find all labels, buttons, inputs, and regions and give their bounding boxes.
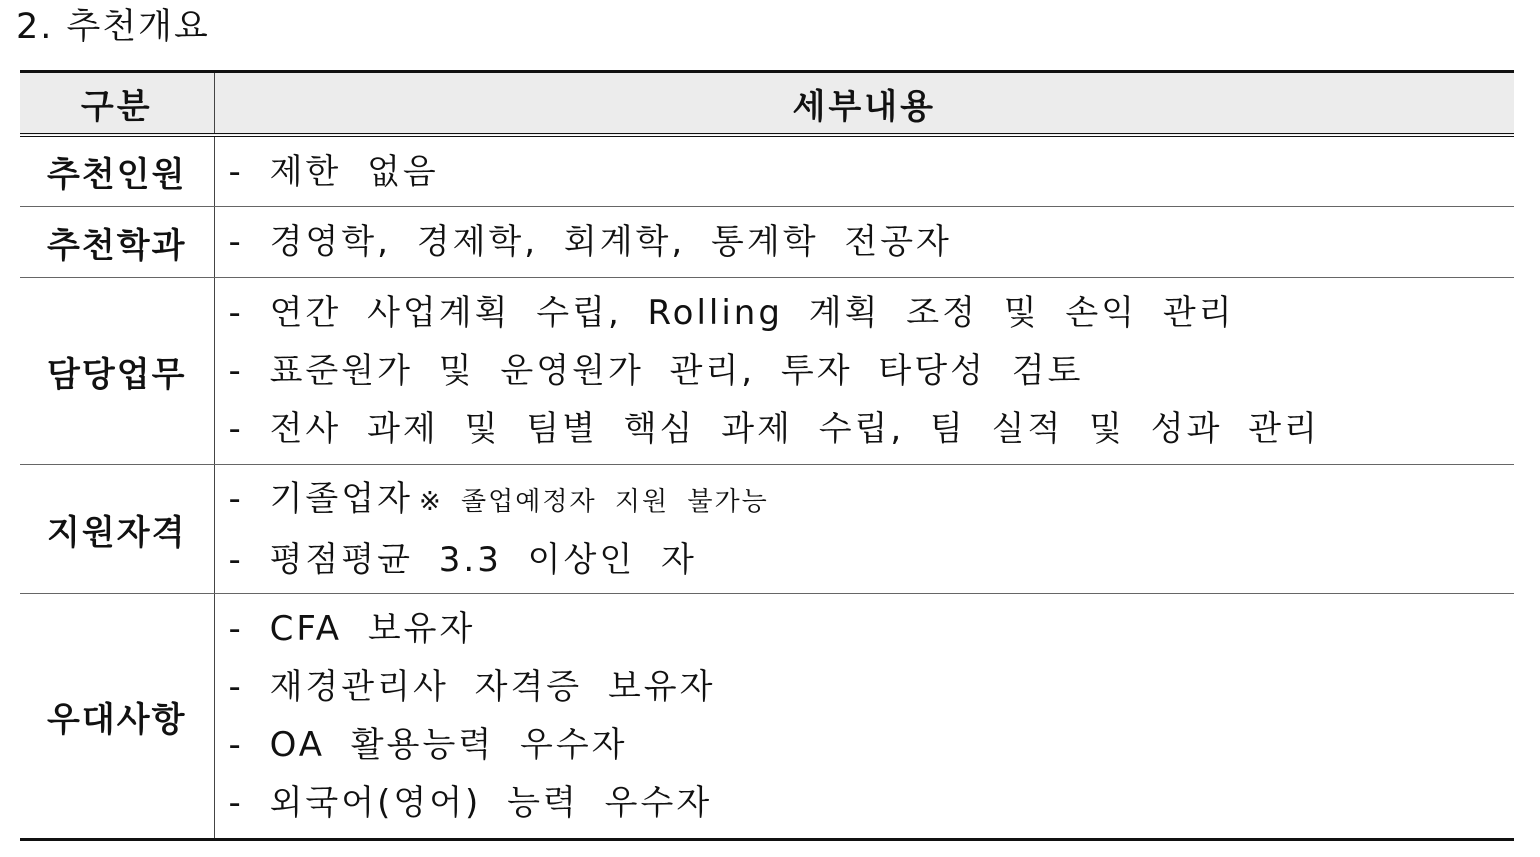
header-row [20,72,1514,136]
row-category: 추천학과 [20,207,214,278]
section-title: 2. 추천개요 [16,7,210,47]
recommendation-table [20,70,1514,841]
detail-line: - 연간 사업계획 수립, Rolling 계획 조정 및 손익 관리 [228,293,1235,333]
table-header [20,72,1514,136]
table-row-qualifications [20,465,1514,594]
detail-line: - OA 활용능력 우수자 [228,725,628,765]
detail-line: - 전사 과제 및 팀별 핵심 과제 수립, 팀 실적 및 성과 관리 [228,409,1320,449]
detail-note: ※ 졸업예정자 지원 불가능 [418,486,769,517]
detail-line: - CFA 보유자 [228,609,476,649]
row-category: 담당업무 [20,278,214,465]
detail-line: - 재경관리사 자격증 보유자 [228,667,716,707]
row-category: 추천인원 [20,135,214,207]
detail-line: - 표준원가 및 운영원가 관리, 투자 타당성 검토 [228,351,1084,391]
row-details [214,594,1514,840]
row-details [214,207,1514,278]
table-row-recommend-count [20,135,1514,207]
table-row-preferences [20,594,1514,840]
row-category: 우대사항 [20,594,214,840]
table-body [20,135,1514,840]
row-details [214,135,1514,207]
detail-line: - 경영학, 경제학, 회계학, 통계학 전공자 [228,222,952,262]
header-details: 세부내용 [214,72,1514,136]
table-row-recommend-majors [20,207,1514,278]
table-row-duties [20,278,1514,465]
detail-line [229,470,1515,531]
detail-line: - 제한 없음 [228,151,439,192]
row-details [214,278,1514,465]
row-details [214,465,1514,594]
detail-line: - 평점평균 3.3 이상인 자 [228,539,697,580]
row-category: 지원자격 [20,465,214,594]
detail-line: - 외국어(영어) 능력 우수자 [228,783,713,823]
header-category: 구분 [20,72,214,136]
detail-line-text: - 기졸업자 [228,478,413,519]
recommendation-table-container [20,70,1514,841]
